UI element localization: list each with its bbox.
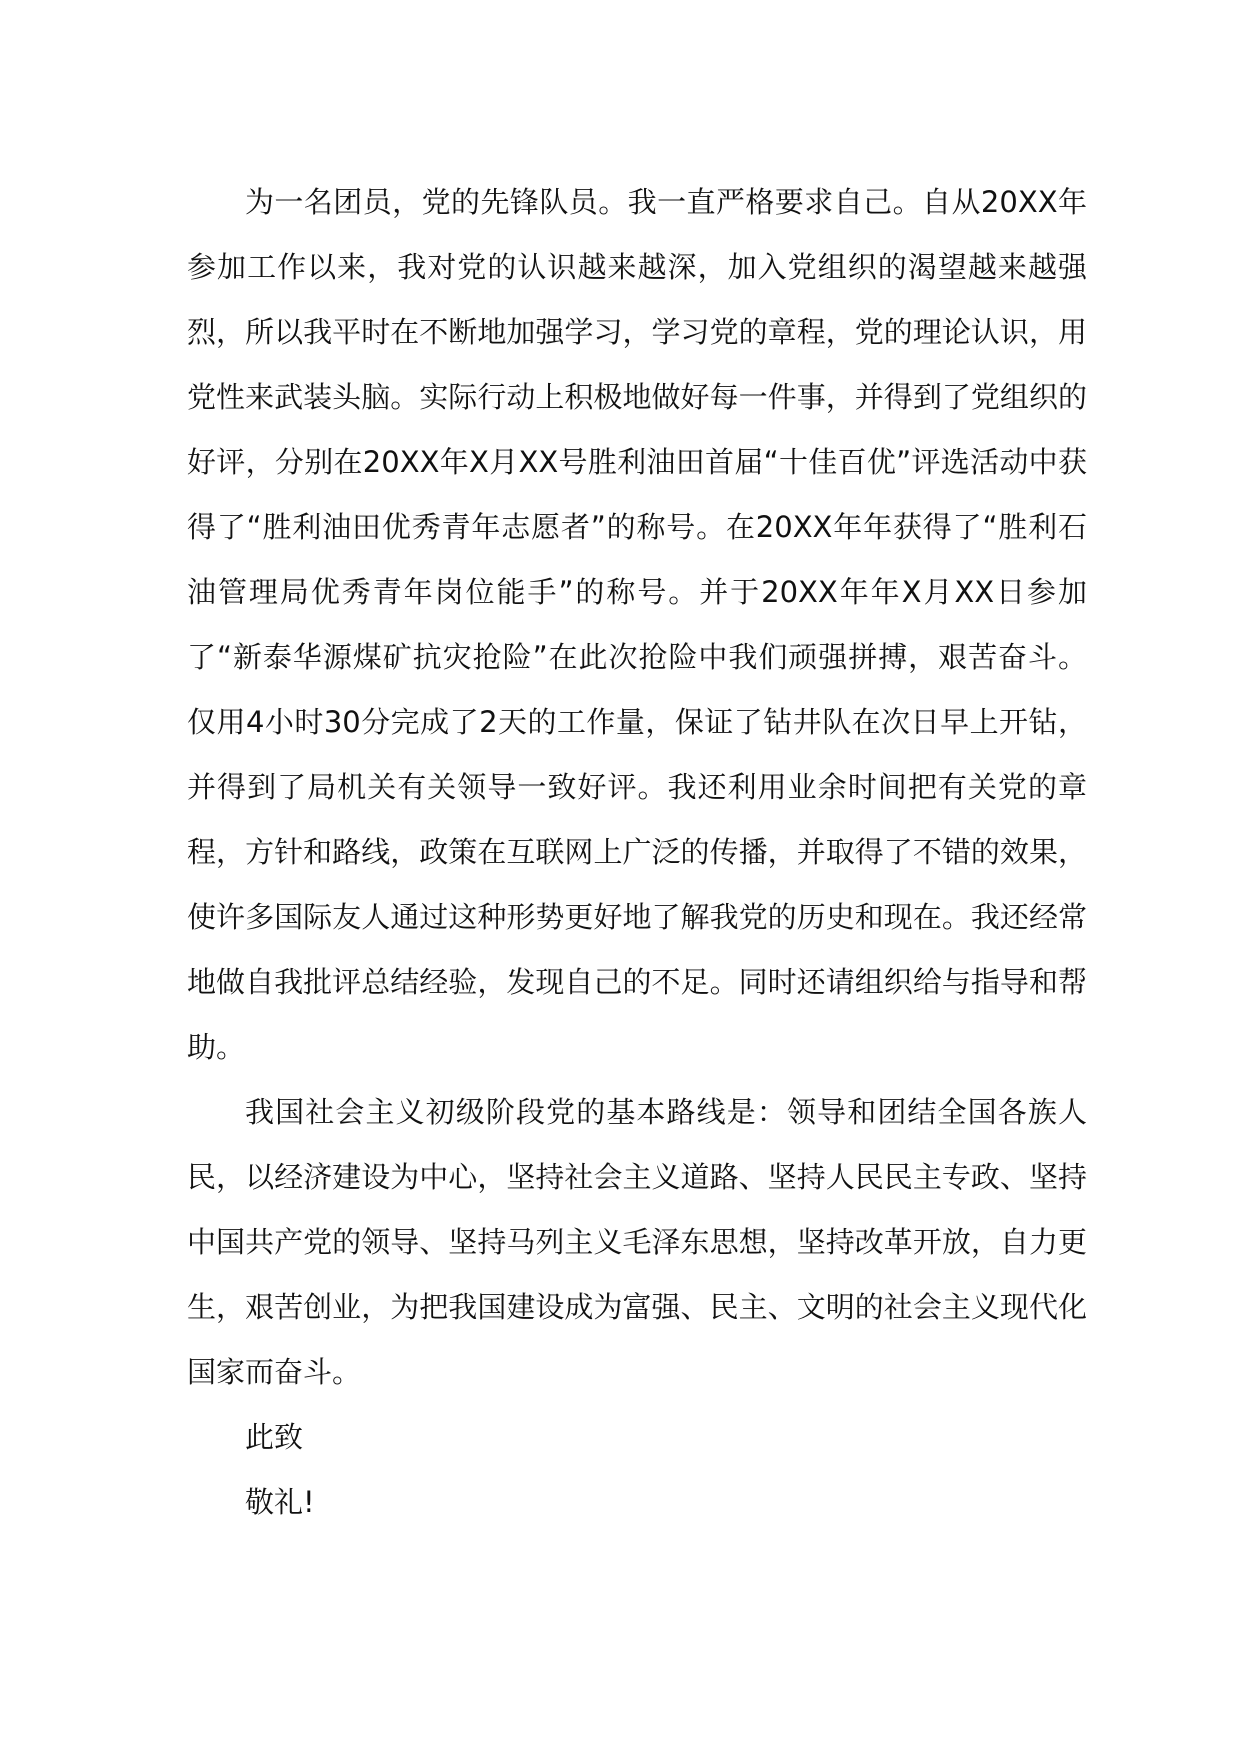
- closing-regards: 敬礼!: [245, 1485, 315, 1519]
- document-body: [187, 170, 1087, 1535]
- closing-salutation: 此致: [245, 1420, 304, 1454]
- paragraph-party-experience: 为一名团员，党的先锋队员。我一直严格要求自己。自从20XX年参加工作以来，我对党的认识越来越深，加入党组织的渴望越来越强烈，所以我平时在不断地加强学习，学习党的章程，党的理论认识，用党性来武装头脑。实际行动上积极地做好每一件事，并得到了党组织的好评，分别在20XX年X月XX号胜利油田首届“十佳百优”评选活动中获得了“胜利油田优秀青年志愿者”的称号。在20XX年年获得了“胜利石油管理局优秀青年岗位能手”的称号。并于20XX年年X月XX日参加了“新泰华源煤矿抗灾抢险”在此次抢险中我们顽强拼搏，艰苦奋斗。仅用4小时30分完成了2天的工作量，保证了钻井队在次日早上开钻，并得到了局机关有关领导一致好评。我还利用业余时间把有关党的章程，方针和路线，政策在互联网上广泛的传播，并取得了不错的效果，使许多国际友人通过这种形势更好地了解我党的历史和现在。我还经常地做自我批评总结经验，发现自己的不足。同时还请组织给与指导和帮助。: [187, 185, 1087, 1064]
- paragraph-basic-line: 我国社会主义初级阶段党的基本路线是：领导和团结全国各族人民，以经济建设为中心，坚持社会主义道路、坚持人民民主专政、坚持中国共产党的领导、坚持马列主义毛泽东思想，坚持改革开放，自力更生，艰苦创业，为把我国建设成为富强、民主、文明的社会主义现代化国家而奋斗。: [187, 1095, 1087, 1389]
